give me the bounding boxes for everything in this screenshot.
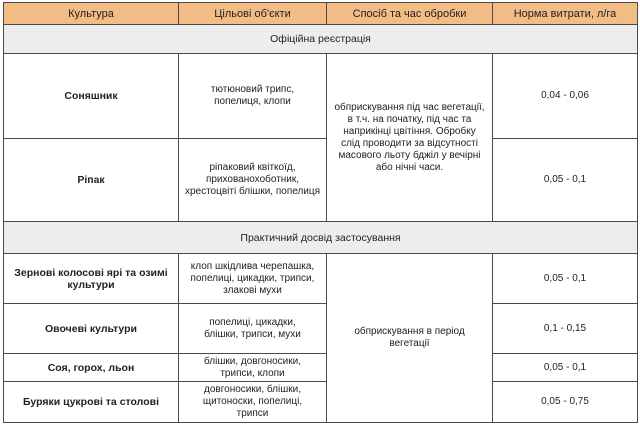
table-row — [4, 54, 638, 139]
header-method: Спосіб та час обробки — [327, 3, 493, 25]
header-targets: Цільові об'єкти — [179, 3, 327, 25]
targets-cell: ріпаковий квіткоїд, прихованохоботник, хрестоцвіті блішки, попелиця — [179, 139, 327, 222]
method-cell: обприскування під час вегетації, в т.ч. на початку, під час та наприкінці цвітіння. Обробку слід проводити за відсутності масового льоту бджіл у вечірні або нічні часи. — [327, 54, 493, 222]
table-row — [4, 382, 638, 423]
section-official-registration: Офіційна реєстрація — [4, 25, 638, 54]
targets-cell: довгоносики, блішки, щитоноски, попелиці, трипси — [179, 382, 327, 423]
rate-cell: 0,05 - 0,75 — [493, 382, 638, 423]
header-rate: Норма витрати, л/га — [493, 3, 638, 25]
table-row — [4, 304, 638, 354]
method-cell: обприскування в період вегетації — [327, 254, 493, 423]
targets-cell: тютюновий трипс, попелиця, клопи — [179, 54, 327, 139]
crop-cell: Соняшник — [4, 54, 179, 139]
section-row — [4, 222, 638, 254]
rate-cell: 0,04 - 0,06 — [493, 54, 638, 139]
crop-cell: Ріпак — [4, 139, 179, 222]
product-table — [3, 2, 638, 423]
header-row — [4, 3, 638, 25]
section-practical-experience: Практичний досвід застосування — [4, 222, 638, 254]
crop-cell: Зернові колосові ярі та озимі культури — [4, 254, 179, 304]
table-row — [4, 139, 638, 222]
rate-cell: 0,05 - 0,1 — [493, 139, 638, 222]
header-culture: Культура — [4, 3, 179, 25]
table-row — [4, 254, 638, 304]
targets-cell: клоп шкідлива черепашка, попелиці, цикадки, трипси, злакові мухи — [179, 254, 327, 304]
targets-cell: блішки, довгоносики, трипси, клопи — [179, 354, 327, 382]
rate-cell: 0,1 - 0,15 — [493, 304, 638, 354]
crop-cell: Соя, горох, льон — [4, 354, 179, 382]
crop-cell: Овочеві культури — [4, 304, 179, 354]
crop-cell: Буряки цукрові та столові — [4, 382, 179, 423]
rate-cell: 0,05 - 0,1 — [493, 254, 638, 304]
table-row — [4, 354, 638, 382]
section-row — [4, 25, 638, 54]
rate-cell: 0,05 - 0,1 — [493, 354, 638, 382]
targets-cell: попелиці, цикадки, блішки, трипси, мухи — [179, 304, 327, 354]
